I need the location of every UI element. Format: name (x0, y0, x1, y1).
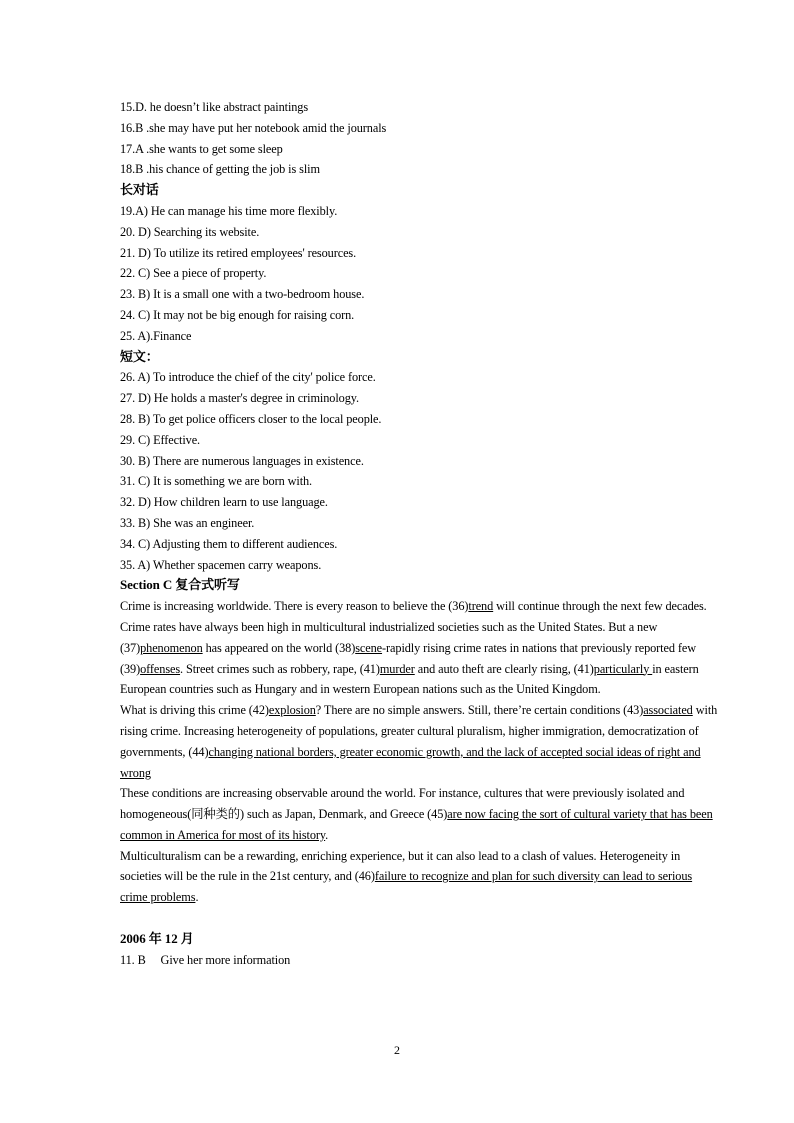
passage-text: with rising crime. Increasing heterogeneity of populations, greater cultural pluralism, higher immigration, democratization of governments, (44) (120, 703, 718, 759)
short-passage-heading: 短文： (120, 348, 159, 364)
passage-text: . Street crimes such as robbery, rape, (41) (180, 661, 380, 676)
answer-line: 25. A).Finance (120, 328, 192, 343)
passage-text: ? There are no simple answers. Still, there’re certain conditions (43) (315, 703, 644, 718)
passage-text: has appeared on the world (38) (202, 640, 356, 655)
passage-text: What is driving this crime (42) (120, 703, 269, 718)
page-number: 2 (394, 1043, 400, 1057)
passage-text: Multiculturalism can be a rewarding, enriching experience, but it can also lead to a clash of values. Heterogeneity in societies will be the rule in the 21st century, and (46) (120, 848, 681, 884)
answer-blank-39: offenses (140, 661, 181, 676)
answer-line: 26. A) To introduce the chief of the city' police force. (120, 370, 376, 385)
passage-paragraph-3 (120, 700, 720, 783)
blank-line (120, 908, 720, 929)
passage-text: in eastern European countries such as Hungary and in western European nations such as the United Kingdom. (120, 661, 699, 697)
passage-text: Crime is increasing worldwide. There is every reason to believe the (36) (120, 599, 469, 614)
answer-line: 23. B) It is a small one with a two-bedroom house. (120, 287, 365, 302)
passage-text: -rapidly rising crime rates in nations that previously reported few (39) (120, 640, 696, 676)
answer-line: 11. B Give her more information (120, 952, 291, 967)
passage-text: Crime rates have always been high in multicultural industrialized societies such as the United States. But a new (37) (120, 619, 658, 655)
answer-blank-38: scene (355, 640, 383, 655)
passage-text: . (195, 890, 199, 905)
answer-line: 20. D) Searching its website. (120, 224, 260, 239)
answer-blank-36: trend (468, 599, 494, 614)
answer-line: 16.B .she may have put her notebook amid the journals (120, 120, 387, 135)
answer-blank-43: associated (643, 703, 693, 718)
answer-blank-37: phenomenon (140, 640, 203, 655)
answer-blank-44: changing national borders, greater economic growth, and the lack of accepted social ideas of right and wrong (120, 744, 701, 780)
answer-line: 35. A) Whether spacemen carry weapons. (120, 557, 322, 572)
passage-text: These conditions are increasing observable around the world. For instance, cultures that were previously isolated and homogeneous(同种类的) such as Japan, Denmark, and Greece (45) (120, 786, 685, 822)
long-dialog-heading: 长对话 (120, 182, 159, 198)
passage-paragraph-1 (120, 596, 720, 617)
answer-line: 22. C) See a piece of property. (120, 266, 267, 281)
answer-line: 18.B .his chance of getting the job is slim (120, 162, 320, 177)
answer-line: 21. D) To utilize its retired employees' resources. (120, 245, 357, 260)
answer-blank-46: failure to recognize and plan for such diversity can lead to serious crime problems (120, 869, 693, 905)
answer-line: 15.D. he doesn’t like abstract paintings (120, 100, 309, 114)
answer-blank-45: are now facing the sort of cultural variety that has been common in America for most of its history (120, 807, 713, 842)
passage-paragraph-5 (120, 846, 720, 908)
section-c-heading: Section C 复合式听写 (120, 577, 240, 593)
passage-text: will continue through the next few decades. (493, 599, 707, 614)
answer-line: 28. B) To get police officers closer to the local people. (120, 411, 382, 426)
answer-blank-41: particularly (593, 661, 653, 676)
passage-paragraph-4 (120, 783, 720, 845)
answer-line: 17.A .she wants to get some sleep (120, 141, 283, 156)
answer-line: 31. C) It is something we are born with. (120, 474, 313, 489)
passage-text: . (325, 827, 329, 842)
passage-text: and auto theft are clearly rising, (41) (414, 661, 594, 676)
answer-line: 19.A) He can manage his time more flexibly. (120, 203, 338, 218)
answer-blank-40: murder (379, 661, 415, 676)
year-heading: 2006 年 12 月 (120, 930, 194, 946)
answer-key-content (120, 97, 720, 970)
answer-line: 34. C) Adjusting them to different audiences. (120, 536, 338, 551)
passage-paragraph-2 (120, 617, 720, 700)
answer-line: 30. B) There are numerous languages in existence. (120, 453, 364, 468)
answer-line: 32. D) How children learn to use language. (120, 495, 328, 510)
answer-line: 27. D) He holds a master's degree in criminology. (120, 391, 359, 406)
answer-blank-42: explosion (268, 703, 316, 718)
answer-line: 33. B) She was an engineer. (120, 515, 255, 530)
answer-line: 24. C) It may not be big enough for raising corn. (120, 307, 355, 322)
answer-line: 29. C) Effective. (120, 432, 201, 447)
